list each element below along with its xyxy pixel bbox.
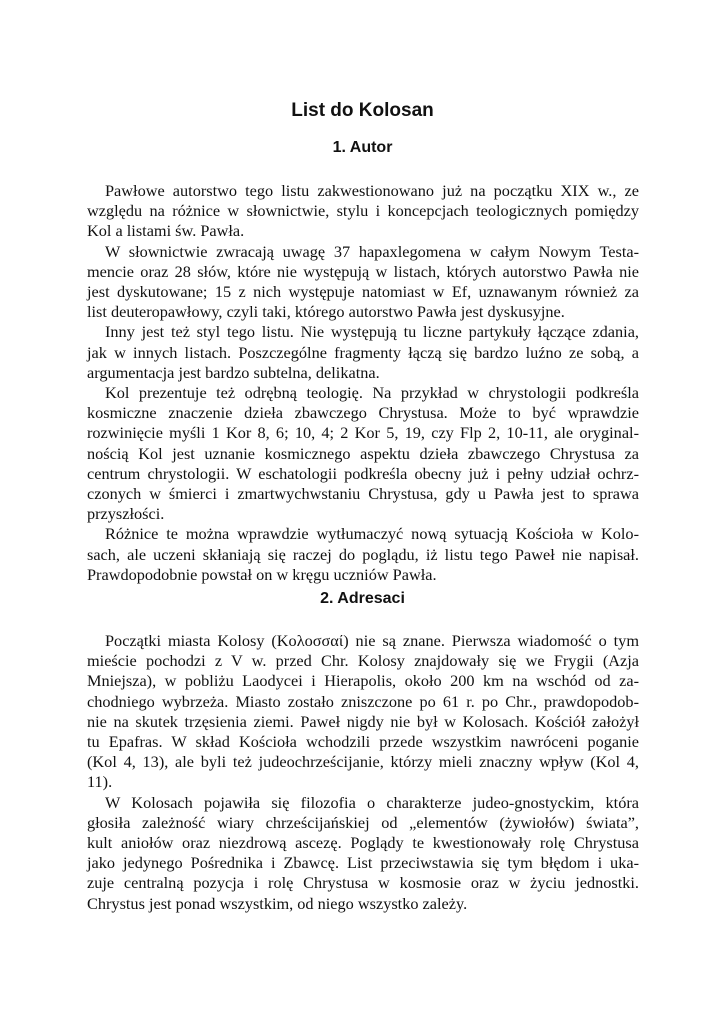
section-body-adresaci: [87, 631, 639, 914]
text-line: nością Kol jest uznanie kosmicznego aspektu dzieła zbawczego Chrystusa za: [87, 443, 639, 463]
text-line: jako jedynego Pośrednika i Zbawcę. List przeciwstawia się tym błędom i uka-: [87, 853, 639, 873]
text-line: czonych w śmierci i zmartwychwstaniu Chrystusa, gdy u Pawła jest to sprawa: [87, 484, 639, 504]
text-line: Kol a listami św. Pawła.: [87, 221, 245, 241]
paragraph: [87, 631, 639, 793]
section-heading-adresaci: 2. Adresaci: [320, 590, 405, 607]
text-line: głosiła zależność wiary chrześcijańskiej od „elementów (żywiołów) świata”,: [87, 812, 639, 832]
text-line: 11).: [87, 772, 113, 792]
text-line: rozwinięcie myśli 1 Kor 8, 6; 10, 4; 2 Kor 5, 19, czy Flp 2, 10-11, ale oryginal-: [87, 423, 639, 443]
section-body-autor: [87, 181, 639, 585]
text-line: zuje centralną pozycja i rolę Chrystusa w kosmosie oraz w życiu jednostki.: [87, 873, 639, 893]
text-line: (Kol 4, 13), ale byli też judeochrześcijanie, którzy mieli znaczny wpływ (Kol 4,: [87, 752, 639, 772]
text-line: nie na skutek trzęsienia ziemi. Paweł nigdy nie był w Kolosach. Kościół założył: [87, 711, 639, 731]
text-line: sach, ale uczeni skłaniają się raczej do poglądu, iż listu tego Paweł nie napisał.: [87, 544, 639, 564]
paragraph: [87, 242, 639, 323]
text-line: Różnice te można wprawdzie wytłumaczyć nową sytuacją Kościoła w Kolo-: [105, 524, 639, 544]
text-line: mencie oraz 28 słów, które nie występują w listach, których autorstwo Pawła nie: [87, 261, 639, 281]
text-line: jest dyskutowane; 15 z nich występuje natomiast w Ef, uznawanym również za: [87, 282, 639, 302]
text-line: Prawdopodobnie powstał on w kręgu uczniów Pawła.: [87, 564, 437, 584]
paragraph: [87, 524, 639, 585]
text-line: Inny jest też styl tego listu. Nie występują tu liczne partykuły łączące zdania,: [105, 322, 639, 342]
section-heading-autor: 1. Autor: [332, 139, 393, 156]
text-line: tu Epafras. W skład Kościoła wchodzili przede wszystkim nawróceni poganie: [87, 732, 639, 752]
text-line: W słownictwie zwracają uwagę 37 hapaxlegomena w całym Nowym Testa-: [105, 241, 639, 261]
text-line: przyszłości.: [87, 504, 165, 524]
paragraph: [87, 793, 639, 914]
document-title: List do Kolosan: [291, 100, 434, 121]
paragraph: [87, 383, 639, 524]
paragraph: [87, 181, 639, 242]
text-line: kosmiczne znaczenie dzieła zbawczego Chrystusa. Może to być wprawdzie: [87, 403, 639, 423]
text-line: Chrystus jest ponad wszystkim, od niego wszystko zależy.: [87, 893, 468, 913]
text-line: centrum chrystologii. W eschatologii podkreśla obecny już i pełny udział ochrz-: [87, 463, 639, 483]
text-line: Pawłowe autorstwo tego listu zakwestionowano już na początku XIX w., ze: [105, 181, 639, 200]
paragraph: [87, 322, 639, 383]
text-line: list deuteropawłowy, czyli taki, którego autorstwo Pawła jest dyskusyjne.: [87, 302, 565, 322]
text-line: W Kolosach pojawiła się filozofia o charakterze judeo-gnostyckim, która: [105, 792, 639, 812]
text-line: jak w innych listach. Poszczególne fragmenty łączą się bardzo luźno ze sobą, a: [87, 342, 639, 362]
text-line: Początki miasta Kolosy (Κολοσσαί) nie są znane. Pierwsza wiadomość o tym: [105, 631, 639, 650]
text-line: mieście pochodzi z V w. przed Chr. Kolosy znajdowały się we Frygii (Azja: [87, 651, 639, 671]
text-line: chodniego wybrzeża. Miasto zostało zniszczone po 61 r. po Chr., prawdopodob-: [87, 691, 639, 711]
text-line: Mniejsza), w pobliżu Laodycei i Hierapolis, około 200 km na wschód od za-: [87, 671, 639, 691]
text-line: argumentacja jest bardzo subtelna, delikatna.: [87, 362, 380, 382]
text-line: kult aniołów oraz niezdrową ascezę. Poglądy te kwestionowały rolę Chrystusa: [87, 833, 639, 853]
text-line: względu na różnice w słownictwie, stylu i koncepcjach teologicznych pomiędzy: [87, 201, 639, 221]
text-line: Kol prezentuje też odrębną teologię. Na przykład w chrystologii podkreśla: [105, 383, 639, 403]
